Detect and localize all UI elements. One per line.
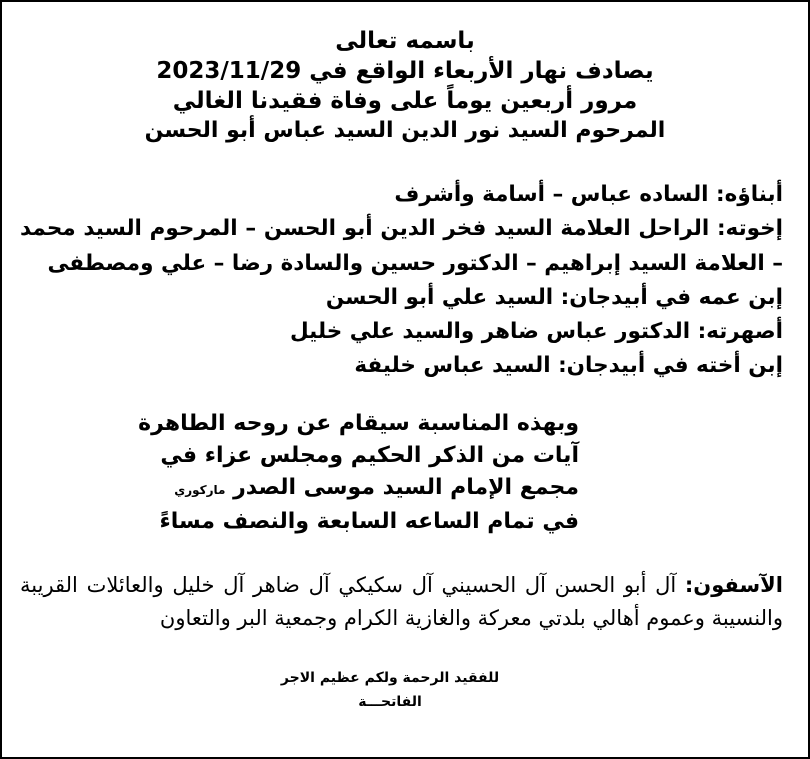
mourners-paragraph: [20, 569, 783, 635]
event-line-3: [138, 472, 579, 506]
bismillah-line: باسمه تعالى: [335, 28, 475, 54]
date-line: يصادف نهار الأربعاء الواقع في 2023/11/29: [156, 58, 654, 84]
relatives-label: أبناؤه:: [716, 182, 783, 207]
relatives-section: [20, 178, 783, 384]
relatives-cousin: [20, 281, 783, 315]
event-line-1: وبهذه المناسبة سيقام عن روحه الطاهرة: [138, 411, 579, 436]
relatives-brothers: [20, 212, 783, 281]
event-venue-note: ماركوري: [174, 483, 226, 497]
relatives-text: السيد عباس خليفة: [354, 353, 559, 379]
event-line-2: آيات من الذكر الحكيم ومجلس عزاء في: [160, 443, 579, 468]
footer-fatiha: الفاتحـــة: [358, 694, 422, 710]
notice-footer: [2, 666, 808, 714]
deceased-name: المرحوم السيد نور الدين السيد عباس أبو الحسن: [144, 118, 666, 143]
relatives-label: أصهرته:: [697, 319, 783, 345]
notice-header: [2, 26, 808, 146]
relatives-text: الراحل العلامة السيد فخر الدين أبو الحسن – المرحوم السيد محمد – العلامة السيد إبراهيم – الدكتور حسين والسادة رضا – علي ومصطفى: [20, 216, 783, 276]
relatives-text: السيد علي أبو الحسن: [325, 284, 561, 310]
occasion-line: مرور أربعين يوماً على وفاة فقيدنا الغالي: [172, 88, 638, 114]
event-line-4: في تمام الساعه السابعة والنصف مساءً: [159, 509, 579, 534]
mourners-label: الآسفون:: [684, 573, 783, 597]
event-venue: مجمع الإمام السيد موسى الصدر: [233, 475, 579, 500]
relatives-nephew: [20, 349, 783, 383]
mourners-text: آل أبو الحسن آل الحسيني آل سكيكي آل ضاهر آل خليل والعائلات القريبة والنسيبة وعموم أهالي بلدتي معركة والغازية الكرام وجمعية البر والتعاون: [20, 573, 783, 630]
relatives-label: إبن عمه في أبيدجان:: [560, 284, 783, 310]
relatives-text: الدكتور عباس ضاهر والسيد علي خليل: [289, 319, 698, 345]
relatives-in-laws: [20, 315, 783, 349]
relatives-label: إخوته:: [716, 216, 783, 242]
relatives-sons: [20, 178, 783, 212]
mourners-section: [20, 569, 783, 635]
event-details: [138, 408, 579, 538]
relatives-label: إبن أخته في أبيدجان:: [558, 353, 783, 379]
relatives-text: الساده عباس – أسامة وأشرف: [394, 182, 717, 207]
footer-condolence: للفقيد الرحمة ولكم عظيم الاجر: [280, 670, 500, 686]
